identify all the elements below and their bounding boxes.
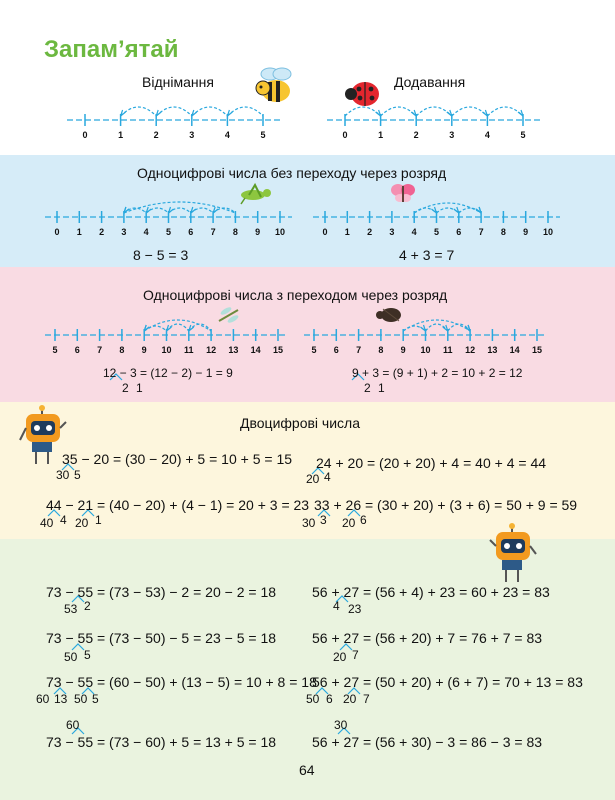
extra-eq2-split-1: 4 bbox=[333, 599, 340, 613]
no-carry-right-tick-label: 2 bbox=[367, 227, 373, 237]
no-carry-left-equation: 8 − 5 = 3 bbox=[133, 247, 189, 263]
jump-arc bbox=[192, 107, 228, 116]
jump-arc bbox=[189, 324, 211, 331]
jump-arc bbox=[381, 107, 417, 116]
addition-tick-label: 4 bbox=[484, 130, 490, 140]
no-carry-left-tick-label: 1 bbox=[76, 227, 82, 237]
extra-equation-4: 56 + 27 = (56 + 20) + 7 = 76 + 7 = 83 bbox=[312, 630, 543, 646]
addition-tick-label: 0 bbox=[342, 130, 348, 140]
no-carry-left-tick-label: 8 bbox=[232, 227, 238, 237]
jump-arc bbox=[345, 107, 381, 116]
two-digit-eq2-split-1: 20 bbox=[306, 472, 320, 486]
extra-eq5-split-1: 60 bbox=[36, 692, 50, 706]
two-digit-eq2-split-2: 4 bbox=[324, 470, 331, 484]
extra-eq7-top-split: 60 bbox=[66, 718, 80, 732]
with-carry-right-tick-label: 6 bbox=[333, 345, 339, 355]
with-carry-heading: Одноцифрові числа з переходом через розряд bbox=[143, 287, 448, 303]
no-carry-left-tick-label: 4 bbox=[143, 227, 149, 237]
robot-icon bbox=[18, 404, 68, 468]
two-digit-eq3-split-2: 4 bbox=[60, 513, 67, 527]
jump-arc bbox=[167, 324, 189, 331]
two-digit-equation-1: 35 − 20 = (30 − 20) + 5 = 10 + 5 = 15 bbox=[62, 451, 293, 467]
extra-equation-1: 73 − 55 = (73 − 53) − 2 = 20 − 2 = 18 bbox=[46, 584, 277, 600]
addition-label: Додавання bbox=[394, 74, 466, 90]
extra-eq6-split-1: 50 bbox=[306, 692, 320, 706]
no-carry-right-equation: 4 + 3 = 7 bbox=[399, 247, 455, 263]
extra-eq6-split-2: 6 bbox=[326, 692, 333, 706]
subtraction-label: Віднімання bbox=[142, 74, 214, 90]
addition-tick-label: 5 bbox=[520, 130, 526, 140]
with-carry-left-tick-label: 7 bbox=[97, 345, 103, 355]
no-carry-left-tick-label: 5 bbox=[165, 227, 171, 237]
extra-eq5-split-3: 50 bbox=[74, 692, 88, 706]
with-carry-right-split-1: 2 bbox=[364, 381, 371, 395]
extra-eq3-split-2: 5 bbox=[84, 648, 91, 662]
extra-eq4-split-1: 20 bbox=[333, 650, 347, 664]
jump-arc bbox=[426, 324, 448, 331]
with-carry-left-tick-label: 5 bbox=[52, 345, 58, 355]
with-carry-left-tick-label: 11 bbox=[184, 345, 194, 355]
no-carry-left-tick-label: 9 bbox=[255, 227, 261, 237]
with-carry-right-tick-label: 7 bbox=[356, 345, 362, 355]
extra-equation-6: 56 + 27 = (50 + 20) + (6 + 7) = 70 + 13 = 83 bbox=[312, 674, 583, 690]
two-digit-eq4-split-2: 3 bbox=[320, 513, 327, 527]
butterfly-icon bbox=[390, 181, 416, 205]
two-digit-eq4-split-4: 6 bbox=[360, 513, 367, 527]
two-digit-eq3-split-3: 20 bbox=[75, 516, 89, 530]
beetle-icon bbox=[375, 305, 405, 325]
addition-tick-label: 1 bbox=[378, 130, 384, 140]
no-carry-right-tick-label: 8 bbox=[500, 227, 506, 237]
two-digit-eq4-split-1: 30 bbox=[302, 516, 316, 530]
with-carry-right-tick-label: 10 bbox=[420, 345, 431, 355]
no-carry-left-tick-label: 6 bbox=[188, 227, 194, 237]
extra-eq5-split-2: 13 bbox=[54, 692, 68, 706]
extra-eq6-split-3: 20 bbox=[343, 692, 357, 706]
no-carry-left-tick-label: 0 bbox=[54, 227, 60, 237]
extra-equation-5: 73 − 55 = (60 − 50) + (13 − 5) = 10 + 8 = 18 bbox=[46, 674, 317, 690]
with-carry-right-tick-label: 13 bbox=[487, 345, 498, 355]
dragonfly-icon bbox=[216, 305, 242, 325]
subtraction-tick-label: 4 bbox=[224, 130, 230, 140]
extra-eq8-top-split: 30 bbox=[334, 718, 348, 732]
with-carry-right-tick-label: 12 bbox=[465, 345, 476, 355]
with-carry-left-tick-label: 14 bbox=[250, 345, 261, 355]
jump-arc bbox=[416, 107, 452, 116]
page-title: Запам’ятай bbox=[44, 36, 179, 63]
no-carry-left-tick-label: 7 bbox=[210, 227, 216, 237]
subtraction-tick-label: 2 bbox=[153, 130, 159, 140]
two-digit-eq1-split-2: 5 bbox=[74, 468, 81, 482]
with-carry-right-tick-label: 5 bbox=[311, 345, 317, 355]
jump-arc bbox=[121, 107, 157, 116]
with-carry-right-tick-label: 11 bbox=[443, 345, 453, 355]
two-digit-equation-3: 44 − 21 = (40 − 20) + (4 − 1) = 20 + 3 = 23 bbox=[46, 497, 310, 513]
two-digit-eq3-split-1: 40 bbox=[40, 516, 54, 530]
extra-equation-7: 73 − 55 = (73 − 60) + 5 = 13 + 5 = 18 bbox=[46, 734, 277, 750]
jump-arc bbox=[156, 107, 192, 116]
with-carry-right-tick-label: 15 bbox=[531, 345, 542, 355]
addition-tick-label: 2 bbox=[413, 130, 419, 140]
extra-equation-3: 73 − 55 = (73 − 50) − 5 = 23 − 5 = 18 bbox=[46, 630, 277, 646]
with-carry-left-tick-label: 10 bbox=[161, 345, 172, 355]
extra-eq4-split-2: 7 bbox=[352, 648, 359, 662]
with-carry-left-tick-label: 8 bbox=[119, 345, 125, 355]
with-carry-left-tick-label: 6 bbox=[74, 345, 80, 355]
extra-equation-8: 56 + 27 = (56 + 30) − 3 = 86 − 3 = 83 bbox=[312, 734, 543, 750]
no-carry-right-tick-label: 10 bbox=[542, 227, 553, 237]
no-carry-right-tick-label: 4 bbox=[411, 227, 417, 237]
no-carry-right-tick-label: 7 bbox=[478, 227, 484, 237]
robot-icon bbox=[488, 522, 538, 586]
with-carry-right-tick-label: 9 bbox=[400, 345, 406, 355]
no-carry-right-tick-label: 3 bbox=[389, 227, 395, 237]
two-digit-equation-4: 33 + 26 = (30 + 20) + (3 + 6) = 50 + 9 = 59 bbox=[314, 497, 578, 513]
with-carry-left-tick-label: 15 bbox=[272, 345, 283, 355]
with-carry-left-tick-label: 13 bbox=[228, 345, 239, 355]
jump-arc bbox=[448, 324, 470, 331]
with-carry-left-equation: 12 − 3 = (12 − 2) − 1 = 9 bbox=[103, 366, 233, 380]
subtraction-tick-label: 3 bbox=[189, 130, 195, 140]
no-carry-left-tick-label: 3 bbox=[121, 227, 127, 237]
two-digit-heading: Двоцифрові числа bbox=[240, 415, 360, 431]
no-carry-right-tick-label: 9 bbox=[523, 227, 529, 237]
jump-arc bbox=[487, 107, 523, 116]
extra-eq5-split-4: 5 bbox=[92, 692, 99, 706]
two-digit-eq4-split-3: 20 bbox=[342, 516, 356, 530]
no-carry-right-tick-label: 6 bbox=[456, 227, 462, 237]
no-carry-left-tick-label: 2 bbox=[99, 227, 105, 237]
two-digit-eq1-split-1: 30 bbox=[56, 468, 70, 482]
with-carry-right-equation: 9 + 3 = (9 + 1) + 2 = 10 + 2 = 12 bbox=[352, 366, 523, 380]
addition-tick-label: 3 bbox=[449, 130, 455, 140]
with-carry-right-tick-label: 14 bbox=[509, 345, 520, 355]
no-carry-right-tick-label: 1 bbox=[344, 227, 350, 237]
grasshopper-icon bbox=[237, 183, 273, 205]
subtraction-tick-label: 1 bbox=[118, 130, 124, 140]
with-carry-left-split-2: 1 bbox=[136, 381, 143, 395]
two-digit-equation-2: 24 + 20 = (20 + 20) + 4 = 40 + 4 = 44 bbox=[316, 455, 547, 471]
no-carry-right-tick-label: 5 bbox=[433, 227, 439, 237]
with-carry-left-tick-label: 12 bbox=[206, 345, 217, 355]
extra-eq6-split-4: 7 bbox=[363, 692, 370, 706]
page-number: 64 bbox=[299, 762, 315, 778]
two-digit-eq3-split-4: 1 bbox=[95, 513, 102, 527]
subtraction-tick-label: 0 bbox=[82, 130, 88, 140]
with-carry-left-tick-label: 9 bbox=[141, 345, 147, 355]
subtraction-tick-label: 5 bbox=[260, 130, 266, 140]
no-carry-heading: Одноцифрові числа без переходу через розряд bbox=[137, 165, 447, 181]
extra-equation-2: 56 + 27 = (56 + 4) + 23 = 60 + 23 = 83 bbox=[312, 584, 550, 600]
no-carry-right-tick-label: 0 bbox=[322, 227, 328, 237]
jump-arc bbox=[452, 107, 488, 116]
extra-eq1-split-2: 2 bbox=[84, 599, 91, 613]
jump-arc bbox=[227, 107, 263, 116]
extra-eq1-split-1: 53 bbox=[64, 602, 78, 616]
extra-eq3-split-1: 50 bbox=[64, 650, 78, 664]
with-carry-left-split-1: 2 bbox=[122, 381, 129, 395]
with-carry-right-split-2: 1 bbox=[378, 381, 385, 395]
extra-eq2-split-2: 23 bbox=[348, 602, 362, 616]
with-carry-right-tick-label: 8 bbox=[378, 345, 384, 355]
no-carry-left-tick-label: 10 bbox=[274, 227, 285, 237]
